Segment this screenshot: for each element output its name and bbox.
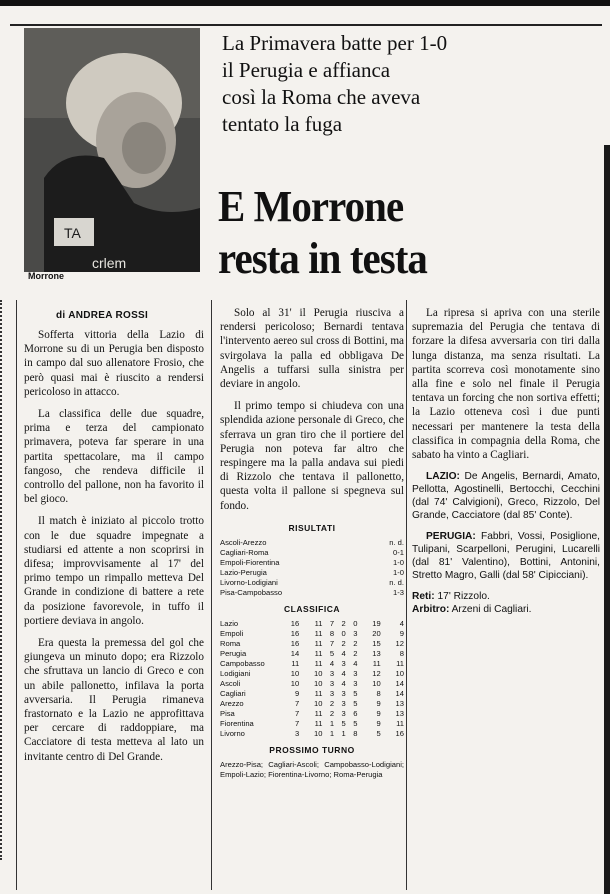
team-stat: 11 bbox=[314, 709, 323, 719]
team-stat: 11 bbox=[372, 659, 381, 669]
team-stat: 9 bbox=[295, 689, 300, 699]
classifica-row bbox=[220, 699, 404, 709]
reti-value: 17' Rizzolo. bbox=[437, 591, 490, 603]
match-score: 1-3 bbox=[393, 588, 404, 598]
team-stat: 15 bbox=[372, 639, 381, 649]
top-border bbox=[0, 0, 610, 6]
paragraph: Solo al 31' il Perugia riusciva a rendersi pericoloso; Bernardi tentava l'intervento aereo sul cross di Bottini, ma svirgolava la palla ed obbligava De Angelis a tuffarsi sulla sinistra per deviare in angolo. bbox=[220, 307, 404, 391]
team-stat: 10 bbox=[314, 729, 323, 739]
team-stat: 5 bbox=[353, 699, 358, 709]
team-name: Lodigiani bbox=[220, 669, 251, 679]
kicker-line: tentato la fuga bbox=[222, 112, 343, 136]
team-stat: 8 bbox=[376, 689, 381, 699]
lazio-players: De Angelis, Bernardi, Amato, Pellotta, Agostinelli, Bertocchi, Cecchini (dal 74' Calvigioni), Greco, Rizzolo, Del Grande, Cacciatore (dal 85' Conte). bbox=[412, 471, 600, 522]
team-name: Fiorentina bbox=[220, 719, 254, 729]
lazio-label: LAZIO: bbox=[426, 471, 460, 483]
team-stat: 3 bbox=[341, 689, 346, 699]
team-stat: 9 bbox=[399, 629, 404, 639]
headline-line: resta in testa bbox=[218, 234, 427, 283]
team-stat: 11 bbox=[314, 689, 323, 699]
team-stat: 5 bbox=[341, 719, 346, 729]
column-rule bbox=[16, 300, 17, 890]
match-name: Ascoli-Arezzo bbox=[220, 538, 267, 548]
reti-line bbox=[412, 590, 600, 603]
team-stat: 4 bbox=[341, 649, 346, 659]
classifica-table bbox=[220, 619, 404, 739]
team-stat: 4 bbox=[399, 619, 404, 629]
team-stat: 1 bbox=[329, 729, 335, 739]
perugia-label: PERUGIA: bbox=[426, 531, 476, 543]
match-name: Empoli-Fiorentina bbox=[220, 558, 280, 568]
classifica-row bbox=[220, 639, 404, 649]
team-stat: 11 bbox=[314, 619, 323, 629]
byline: di ANDREA ROSSI bbox=[56, 310, 149, 321]
team-stat: 11 bbox=[396, 659, 404, 669]
photo-caption: Morrone bbox=[28, 271, 64, 281]
team-stat: 2 bbox=[341, 619, 346, 629]
match-score: 1-0 bbox=[393, 558, 404, 568]
kicker-line: La Primavera batte per 1-0 bbox=[222, 31, 448, 55]
team-stat: 8 bbox=[353, 729, 358, 739]
classifica-row bbox=[220, 669, 404, 679]
team-stat: 9 bbox=[376, 699, 381, 709]
match-score: n. d. bbox=[389, 578, 404, 588]
perugia-players: Fabbri, Vossi, Posiglione, Tulipani, Scarpelloni, Perugini, Lucarelli (dal 81' Valentino), Bottini, Antonini, Stretto Magro, Galli (dal 58' Cipicciani). bbox=[412, 531, 600, 582]
team-name: Livorno bbox=[220, 729, 245, 739]
match-score: n. d. bbox=[389, 538, 404, 548]
team-stat: 8 bbox=[399, 649, 404, 659]
column-rule bbox=[211, 300, 212, 890]
team-stat: 4 bbox=[341, 679, 346, 689]
match-name: Livorno-Lodigiani bbox=[220, 578, 278, 588]
team-stat: 3 bbox=[341, 709, 346, 719]
classifica-row bbox=[220, 659, 404, 669]
team-stat: 9 bbox=[376, 709, 381, 719]
team-stat: 2 bbox=[353, 639, 358, 649]
risultati-row bbox=[220, 578, 404, 588]
team-stat: 10 bbox=[290, 669, 300, 679]
prossimo-title: PROSSIMO TURNO bbox=[269, 745, 355, 756]
team-stat: 10 bbox=[314, 679, 323, 689]
team-stat: 16 bbox=[290, 629, 300, 639]
team-stat: 10 bbox=[290, 679, 300, 689]
team-stat: 11 bbox=[314, 719, 323, 729]
risultati-title: RISULTATI bbox=[288, 522, 336, 533]
team-stat: 11 bbox=[314, 639, 323, 649]
team-stat: 5 bbox=[329, 649, 335, 659]
paragraph: La ripresa si apriva con una sterile supremazia del Perugia che tentava di forzare la difesa avversaria con tiri dalla lunga distanza, ma senza risultati. La partita scorreva così monotamente sino alla fine e solo nel finale il Perugia tentava un forcing che non sortiva effetti; la Lazio otteneva così i due punti necessari per mantenere la testa della classifica in compagnia della Roma, che sabato ha vinto a Cagliari. bbox=[412, 307, 600, 462]
right-edge-bar bbox=[604, 145, 610, 894]
perugia-lineup bbox=[412, 530, 600, 582]
team-stat: 14 bbox=[290, 649, 300, 659]
team-stat: 7 bbox=[295, 709, 300, 719]
team-stat: 3 bbox=[329, 669, 335, 679]
team-stat: 5 bbox=[353, 689, 358, 699]
team-stat: 11 bbox=[396, 719, 404, 729]
match-name: Cagliari-Roma bbox=[220, 548, 269, 558]
column-rule bbox=[406, 300, 407, 890]
paragraph: Sofferta vittoria della Lazio di Morrone su di un Perugia ben disposto in campo dal suo allenatore Frosio, che però quasi mai è riuscito a rendersi pericoloso in attacco. bbox=[24, 329, 204, 398]
team-stat: 0 bbox=[341, 629, 346, 639]
team-stat: 3 bbox=[341, 699, 346, 709]
team-name: Lazio bbox=[220, 619, 239, 629]
article-column-2 bbox=[220, 306, 404, 780]
team-stat: 13 bbox=[372, 649, 381, 659]
team-stat: 10 bbox=[395, 669, 404, 679]
paragraph: Il match è iniziato al piccolo trotto con le due squadre impegnate a studiarsi ed attente a non scoprirsi in difesa; improvvisamente al 17' del primo tempo un rimpallo metteva Del Grande in condizione di battere a rete da posizione favorevole, in tuffo il portiere deviava in angolo. bbox=[24, 515, 204, 627]
team-stat: 2 bbox=[329, 699, 335, 709]
team-stat: 16 bbox=[290, 619, 300, 629]
arbitro-value: Arzeni di Cagliari. bbox=[451, 604, 532, 616]
team-stat: 4 bbox=[341, 669, 346, 679]
team-stat: 5 bbox=[353, 719, 358, 729]
kicker-headline bbox=[222, 30, 592, 138]
paragraph: Il primo tempo si chiudeva con una splendida azione personale di Greco, che sferrava un gran tiro che il portiere del Perugia non poteva far altro che respingere ma la palla andava sui piedi di Rizzolo che tentava il pallonetto, questa volta il pallone si spegneva sul fondo. bbox=[220, 400, 404, 512]
team-stat: 11 bbox=[291, 659, 300, 669]
team-stat: 7 bbox=[329, 619, 335, 629]
team-name: Roma bbox=[220, 639, 241, 649]
team-stat: 10 bbox=[314, 669, 323, 679]
team-stat: 16 bbox=[290, 639, 300, 649]
team-stat: 12 bbox=[395, 639, 404, 649]
team-stat: 3 bbox=[295, 729, 300, 739]
svg-text:crlem: crlem bbox=[92, 255, 127, 271]
prossimo-box bbox=[220, 743, 404, 780]
main-headline bbox=[218, 181, 571, 285]
risultati-row bbox=[220, 558, 404, 568]
team-stat: 3 bbox=[329, 679, 335, 689]
risultati-row bbox=[220, 548, 404, 558]
team-stat: 0 bbox=[353, 619, 358, 629]
arbitro-label: Arbitro: bbox=[412, 604, 450, 616]
formazioni bbox=[412, 470, 600, 616]
risultati-row bbox=[220, 568, 404, 578]
team-stat: 7 bbox=[295, 719, 300, 729]
classifica-row bbox=[220, 629, 404, 639]
team-stat: 5 bbox=[376, 729, 381, 739]
team-stat: 7 bbox=[329, 639, 335, 649]
article-column-3 bbox=[412, 306, 600, 616]
team-stat: 3 bbox=[353, 679, 358, 689]
classifica-title: CLASSIFICA bbox=[284, 604, 340, 615]
team-stat: 19 bbox=[372, 619, 381, 629]
classifica-row bbox=[220, 729, 404, 739]
team-name: Campobasso bbox=[220, 659, 265, 669]
team-stat: 3 bbox=[353, 669, 358, 679]
team-stat: 16 bbox=[395, 729, 404, 739]
team-stat: 4 bbox=[353, 659, 358, 669]
kicker-line: il Perugia e affianca bbox=[222, 58, 391, 82]
classifica-row bbox=[220, 649, 404, 659]
team-stat: 14 bbox=[395, 689, 404, 699]
team-stat: 2 bbox=[353, 649, 358, 659]
team-name: Cagliari bbox=[220, 689, 246, 699]
team-stat: 3 bbox=[353, 629, 358, 639]
team-name: Arezzo bbox=[220, 699, 244, 709]
classifica-row bbox=[220, 619, 404, 629]
team-stat: 13 bbox=[395, 699, 404, 709]
risultati-row bbox=[220, 538, 404, 548]
team-stat: 11 bbox=[314, 649, 323, 659]
team-name: Ascoli bbox=[220, 679, 241, 689]
team-stat: 8 bbox=[329, 629, 335, 639]
player-photo bbox=[24, 28, 200, 272]
paragraph: Era questa la premessa del gol che giungeva un minuto dopo; era Rizzolo che sfruttava un lancio di Greco e con un abile pallonetto, infilava la porta avversaria. Il Perugia rimaneva frastornato e la Lazio ne approfittava per cercare di raddoppiare, ma Cacciatore di testa metteva al lato un invitante centro di Del Grande. bbox=[24, 637, 204, 763]
match-score: 1-0 bbox=[393, 568, 404, 578]
arbitro-line bbox=[412, 603, 600, 616]
reti-label: Reti: bbox=[412, 591, 435, 603]
classifica-box bbox=[220, 602, 404, 739]
team-name: Pisa bbox=[220, 709, 235, 719]
match-name: Lazio-Perugia bbox=[220, 568, 267, 578]
team-stat: 2 bbox=[341, 639, 346, 649]
classifica-row bbox=[220, 679, 404, 689]
team-stat: 13 bbox=[395, 709, 404, 719]
team-stat: 14 bbox=[395, 679, 404, 689]
team-stat: 3 bbox=[329, 689, 335, 699]
team-stat: 11 bbox=[314, 659, 323, 669]
team-stat: 10 bbox=[372, 679, 381, 689]
article-column-1 bbox=[24, 328, 204, 772]
team-name: Perugia bbox=[220, 649, 247, 659]
classifica-row bbox=[220, 709, 404, 719]
top-rule bbox=[10, 24, 602, 26]
team-stat: 12 bbox=[372, 669, 381, 679]
kicker-line: così la Roma che aveva bbox=[222, 85, 421, 109]
team-stat: 10 bbox=[314, 699, 323, 709]
team-stat: 7 bbox=[295, 699, 300, 709]
match-name: Pisa-Campobasso bbox=[220, 588, 283, 598]
left-edge-marks bbox=[0, 300, 6, 860]
team-stat: 4 bbox=[329, 659, 335, 669]
player-photo-image bbox=[24, 28, 200, 272]
team-stat: 11 bbox=[314, 629, 323, 639]
team-stat: 1 bbox=[329, 719, 335, 729]
risultati-row bbox=[220, 588, 404, 598]
team-stat: 9 bbox=[376, 719, 381, 729]
team-stat: 3 bbox=[341, 659, 346, 669]
prossimo-text: Arezzo-Pisa; Cagliari-Ascoli; Campobasso-Lodigiani; Empoli-Lazio; Fiorentina-Livorno; Roma-Perugia bbox=[220, 760, 404, 780]
classifica-row bbox=[220, 719, 404, 729]
paragraph: La classifica delle due squadre, prima e terza del campionato primavera, poteva far sperare in una partita spettacolare, ma il campo fangoso, che rendeva difficile il controllo del pallone, non ha favorito il bel gioco. bbox=[24, 408, 204, 506]
headline-line: E Morrone bbox=[218, 182, 404, 231]
team-stat: 1 bbox=[341, 729, 346, 739]
team-stat: 6 bbox=[353, 709, 358, 719]
risultati-box bbox=[220, 521, 404, 598]
team-stat: 2 bbox=[329, 709, 335, 719]
match-score: 0-1 bbox=[393, 548, 404, 558]
classifica-row bbox=[220, 689, 404, 699]
risultati-list bbox=[220, 538, 404, 598]
svg-text:TA: TA bbox=[64, 225, 81, 241]
team-stat: 20 bbox=[372, 629, 381, 639]
team-name: Empoli bbox=[220, 629, 244, 639]
lazio-lineup bbox=[412, 470, 600, 522]
